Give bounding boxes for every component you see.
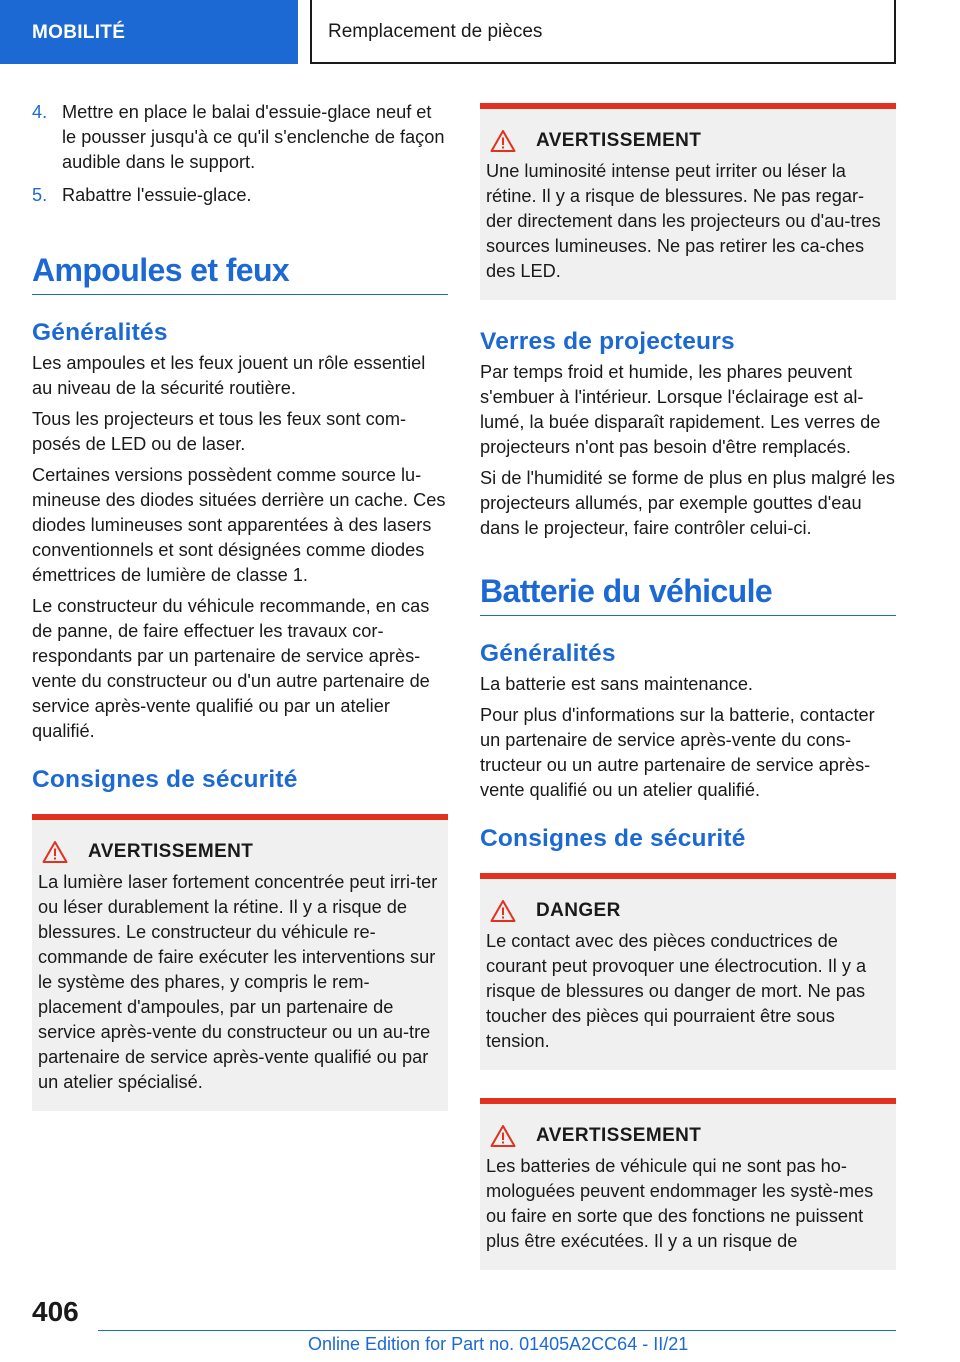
paragraph: Certaines versions possèdent comme source lu-mineuse des diodes situées derrière un cache. Ces diodes lumineuses sont apparentées à des lasers conventionnels et sont désignées comme diodes émettrices de lumière de classe 1. [32, 465, 446, 585]
warning-label: AVERTISSEMENT [536, 130, 702, 151]
paragraph: Si de l'humidité se forme de plus en plus malgré les projecteurs allumés, par exemple gouttes d'eau dans le projecteur, faire contrôler celui-ci. [480, 468, 895, 538]
warning-text: Les batteries de véhicule qui ne sont pas ho-mologuées peuvent endommager les systè-mes ou faire en sorte que des fonctions ne puissent plus être exécutées. Il y a un risque de [486, 1156, 874, 1251]
edition-info: Online Edition for Part no. 01405A2CC64 - II/21 [308, 1334, 689, 1354]
warning-header [486, 127, 890, 155]
warning-triangle-icon [490, 1124, 516, 1148]
step-text: Rabattre l'essuie-glace. [62, 185, 252, 205]
warning-header [486, 1122, 890, 1150]
warning-label: AVERTISSEMENT [88, 841, 254, 862]
warning-box [480, 103, 896, 300]
danger-header [486, 897, 890, 925]
heading-verres: Verres de projecteurs [480, 328, 735, 355]
heading-ampoules: Ampoules et feux [32, 250, 448, 295]
paragraph: Les ampoules et les feux jouent un rôle essentiel au niveau de la sécurité routière. [32, 353, 426, 398]
page-header [0, 0, 960, 66]
paragraph: Le constructeur du véhicule recommande, en cas de panne, de faire effectuer les travaux cor-respondants par un partenaire de service après-vente du constructeur ou d'un autre partenaire de service après-vente qualifié ou par un atelier qualifié. [32, 596, 430, 741]
heading-generalites: Généralités [480, 640, 616, 667]
step-item [32, 100, 448, 175]
warning-box [480, 1098, 896, 1270]
section-tab: MOBILITÉ [0, 0, 298, 64]
step-number: 4. [32, 102, 48, 122]
danger-label: DANGER [536, 900, 621, 921]
warning-label: AVERTISSEMENT [536, 1125, 702, 1146]
warning-text: La lumière laser fortement concentrée peut irri-ter ou léser durablement la rétine. Il y a risque de blessures. Le constructeur du véhicule re-commande de faire exécuter les interventions sur le système des phares, y compris le rem-placement d'ampoules, par un partenaire de service après-vente du constructeur ou un au-tre partenaire de service après-vente qualifié ou par un atelier spécialisé. [38, 872, 438, 1092]
heading-consignes: Consignes de sécurité [32, 766, 298, 793]
paragraph: Pour plus d'informations sur la batterie, contacter un partenaire de service après-vente du cons-tructeur ou un autre partenaire de service après-vente qualifié ou un atelier qualifié. [480, 705, 875, 800]
warning-text: Une luminosité intense peut irriter ou léser la rétine. Il y a risque de blessures. Ne pas regar-der directement dans les projecteurs ou d'au-tres sources lumineuses. Ne pas retirer les ca-ches des LED. [486, 161, 881, 281]
right-column [480, 100, 896, 1270]
step-text: Mettre en place le balai d'essuie-glace neuf et le pousser jusqu'à ce qu'il s'enclenche de façon audible dans le support. [62, 102, 445, 172]
paragraph: Par temps froid et humide, les phares peuvent s'embuer à l'intérieur. Lorsque l'éclairage est al-lumé, la buée disparaît rapidement. Les verres de projecteurs n'ont pas besoin d'être remplacés. [480, 362, 881, 457]
step-number: 5. [32, 185, 48, 205]
warning-header [38, 838, 442, 866]
heading-batterie: Batterie du véhicule [480, 571, 896, 616]
warning-triangle-icon [490, 899, 516, 923]
heading-consignes: Consignes de sécurité [480, 825, 746, 852]
step-item [32, 183, 448, 208]
warning-triangle-icon [42, 840, 68, 864]
left-column [32, 100, 448, 1111]
footer-divider [98, 1330, 896, 1331]
page-number: 406 [32, 1296, 79, 1327]
chapter-title: Remplacement de pièces [310, 0, 896, 64]
paragraph: Tous les projecteurs et tous les feux sont com-posés de LED ou de laser. [32, 409, 407, 454]
heading-generalites: Généralités [32, 319, 168, 346]
warning-triangle-icon [490, 129, 516, 153]
danger-text: Le contact avec des pièces conductrices de courant peut provoquer une électrocution. Il y a risque de blessures ou danger de mort. Ne pas toucher des pièces qui pourraient être sous tension. [486, 931, 867, 1051]
warning-box [32, 814, 448, 1111]
step-list [32, 100, 448, 208]
danger-box [480, 873, 896, 1070]
paragraph: La batterie est sans maintenance. [480, 674, 753, 694]
